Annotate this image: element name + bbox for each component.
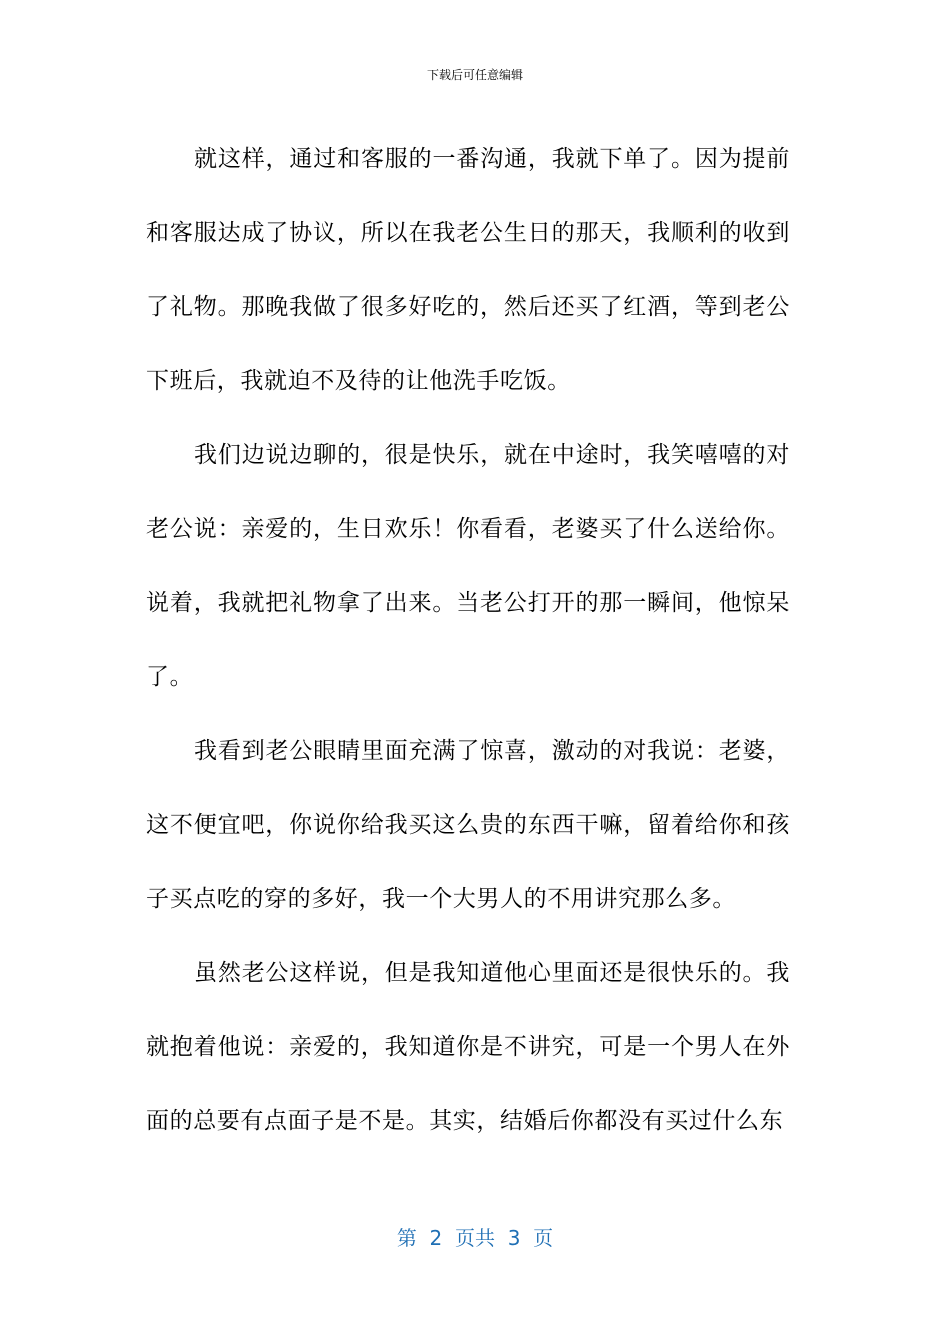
paragraph: 虽然老公这样说，但是我知道他心里面还是很快乐的。我就抱着他说：亲爱的，我知道你是不讲究，可是一个男人在外面的总要有点面子是不是。其实，结婚后你都没有买过什么东	[146, 960, 790, 1134]
paragraph: 我看到老公眼睛里面充满了惊喜，激动的对我说：老婆，这不便宜吧，你说你给我买这么贵的东西干嘛，留着给你和孩子买点吃的穿的多好，我一个大男人的不用讲究那么多。	[146, 738, 790, 912]
page-number-label: 第 2 页共 3 页	[396, 1226, 554, 1250]
paragraph: 就这样，通过和客服的一番沟通，我就下单了。因为提前和客服达成了协议，所以在我老公生日的那天，我顺利的收到了礼物。那晚我做了很多好吃的，然后还买了红酒，等到老公下班后，我就迫不及待的让他洗手吃饭。	[146, 146, 790, 394]
page-header: 下载后可任意编辑	[426, 68, 523, 82]
paragraph: 我们边说边聊的，很是快乐，就在中途时，我笑嘻嘻的对老公说：亲爱的，生日欢乐！你看看，老婆买了什么送给你。说着，我就把礼物拿了出来。当老公打开的那一瞬间，他惊呆了。	[146, 442, 790, 690]
page-footer	[0, 1226, 950, 1250]
document-body	[146, 122, 790, 1158]
